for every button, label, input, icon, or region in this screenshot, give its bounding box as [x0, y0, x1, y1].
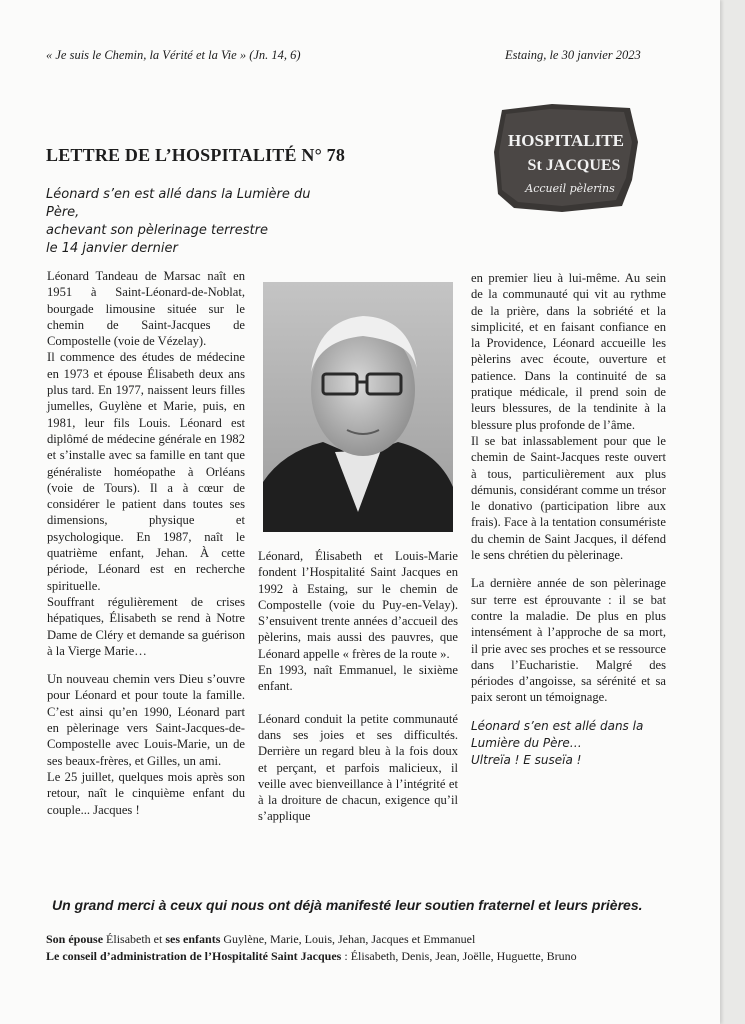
signature-family [46, 931, 475, 947]
paragraph: Souffrant régulièrement de crises hépatiques, Élisabeth se rend à Notre Dame de Cléry et demande sa guérison à la Vierge Marie… [47, 594, 245, 658]
paragraph: Il se bat inlassablement pour que le chemin de Saint-Jacques reste ouvert à tous, particulièrement aux plus démunis, considérant comme un trésor le donativo (participation libre aux frais). Face à la tentation consumériste du chemin de Saint Jacques, il défend le sens chrétien du pèlerinage. [471, 433, 666, 563]
column-right [471, 270, 666, 769]
paragraph: En 1993, naît Emmanuel, le sixième enfant. [258, 663, 458, 694]
paragraph: Léonard conduit la petite communauté dans ses joies et ses difficultés. Derrière un regard bleu à la fois doux et perçant, et parfois malicieux, il veille avec bienveillance à l’intégrité et à la droiture de chacun, exigence qu’il s’applique [258, 711, 458, 824]
closing-line: Léonard s’en est allé dans la Lumière du Père… [471, 718, 644, 750]
subtitle [46, 186, 346, 258]
closing-line: Ultreïa ! E suseïa ! [471, 752, 582, 767]
column-middle [258, 548, 458, 837]
signature-names: Guylène, Marie, Louis, Jehan, Jacques et Emmanuel [220, 932, 476, 946]
signature-label: Son épouse [46, 932, 104, 946]
paragraph: Le 25 juillet, quelques mois après son retour, naît le cinquième enfant du couple... Jacques ! [47, 769, 245, 817]
subtitle-line: achevant son pèlerinage terrestre [46, 223, 268, 238]
page-title: LETTRE DE L’HOSPITALITÉ N° 78 [46, 145, 346, 165]
paragraph: La dernière année de son pèlerinage sur terre est éprouvante : il se bat contre la maladie. De plus en plus intensément à l’approche de sa mort, il prie avec ses proches et se ressource dans l’Eucharistie. Malgré des périodes d’angoisse, sa sérénité et sa paix seront un témoignage. [471, 576, 666, 705]
logo-title: HOSPITALITE [508, 131, 624, 150]
header-date: Estaing, le 30 janvier 2023 [505, 48, 641, 62]
paragraph: Léonard Tandeau de Marsac naît en 1951 à Saint-Léonard-de-Noblat, bourgade limousine située sur le chemin de Saint-Jacques de Compostelle (voie de Vézelay). [47, 269, 245, 349]
signature-text: Élisabeth et [103, 932, 166, 946]
paragraph: Un nouveau chemin vers Dieu s’ouvre pour Léonard et pour toute la famille. C’est ainsi qu’en 1990, Léonard part en pèlerinage vers Saint-Jacques-de-Compostelle avec Louis-Marie, un de ses beaux-frères, et Gilles, un ami. [47, 672, 245, 768]
signature-label: Le conseil d’administration de l’Hospitalité Saint Jacques [46, 949, 342, 963]
signature-council [46, 948, 577, 964]
header-quote: « Je suis le Chemin, la Vérité et la Vie » (Jn. 14, 6) [46, 48, 301, 62]
signature-label: ses enfants [165, 932, 221, 946]
portrait-photo [263, 282, 453, 532]
paragraph: Il commence des études de médecine en 1973 et épouse Élisabeth deux ans plus tard. En 1977, naissent leurs filles jumelles, Guylène et Marie, puis, en 1981, leur fils Louis. Léonard est diplômé de médecine générale en 1982 et s’installe avec sa famille en tant que généraliste homéopathe à Orléans (voie de Tours). Il a à cœur de considérer le patient dans toutes ses dimensions, physique et psychologique. En 1987, naît le quatrième enfant, Jehan. À cette période, Léonard est en recherche spirituelle. [47, 350, 245, 593]
thanks-message: Un grand merci à ceux qui nous ont déjà manifesté leur soutien fraternel et leurs prières. [52, 897, 643, 913]
paragraph: en premier lieu à lui-même. Au sein de la communauté qui vit au rythme de la prière, dans la sobriété et la simplicité, et en faisant confiance en la Providence, Léonard accueille les pèlerins avec écoute, ouverture et patience. Dans la continuité de sa pratique médicale, il prend soin de leurs blessures, de la tendinite à la blessure plus profonde de l’âme. [471, 271, 666, 432]
subtitle-line: le 14 janvier dernier [46, 241, 178, 256]
signature-names: : Élisabeth, Denis, Jean, Joëlle, Huguette, Bruno [341, 949, 577, 963]
column-left [47, 268, 245, 830]
paragraph: Léonard, Élisabeth et Louis-Marie fondent l’Hospitalité Saint Jacques en 1992 à Estaing, sur le chemin de Compostelle (voie du Puy-en-Velay). S’ensuivent trente années d’accueil des pèlerins, mais aussi des pauvres, que Léonard appelle « frères de la route ». [258, 549, 458, 661]
subtitle-line: Léonard s’en est allé dans la Lumière du Père, [46, 187, 311, 220]
hospitalite-logo [492, 102, 640, 214]
logo-tagline: Accueil pèlerins [525, 182, 615, 195]
logo-subtitle: St JACQUES [527, 157, 621, 174]
